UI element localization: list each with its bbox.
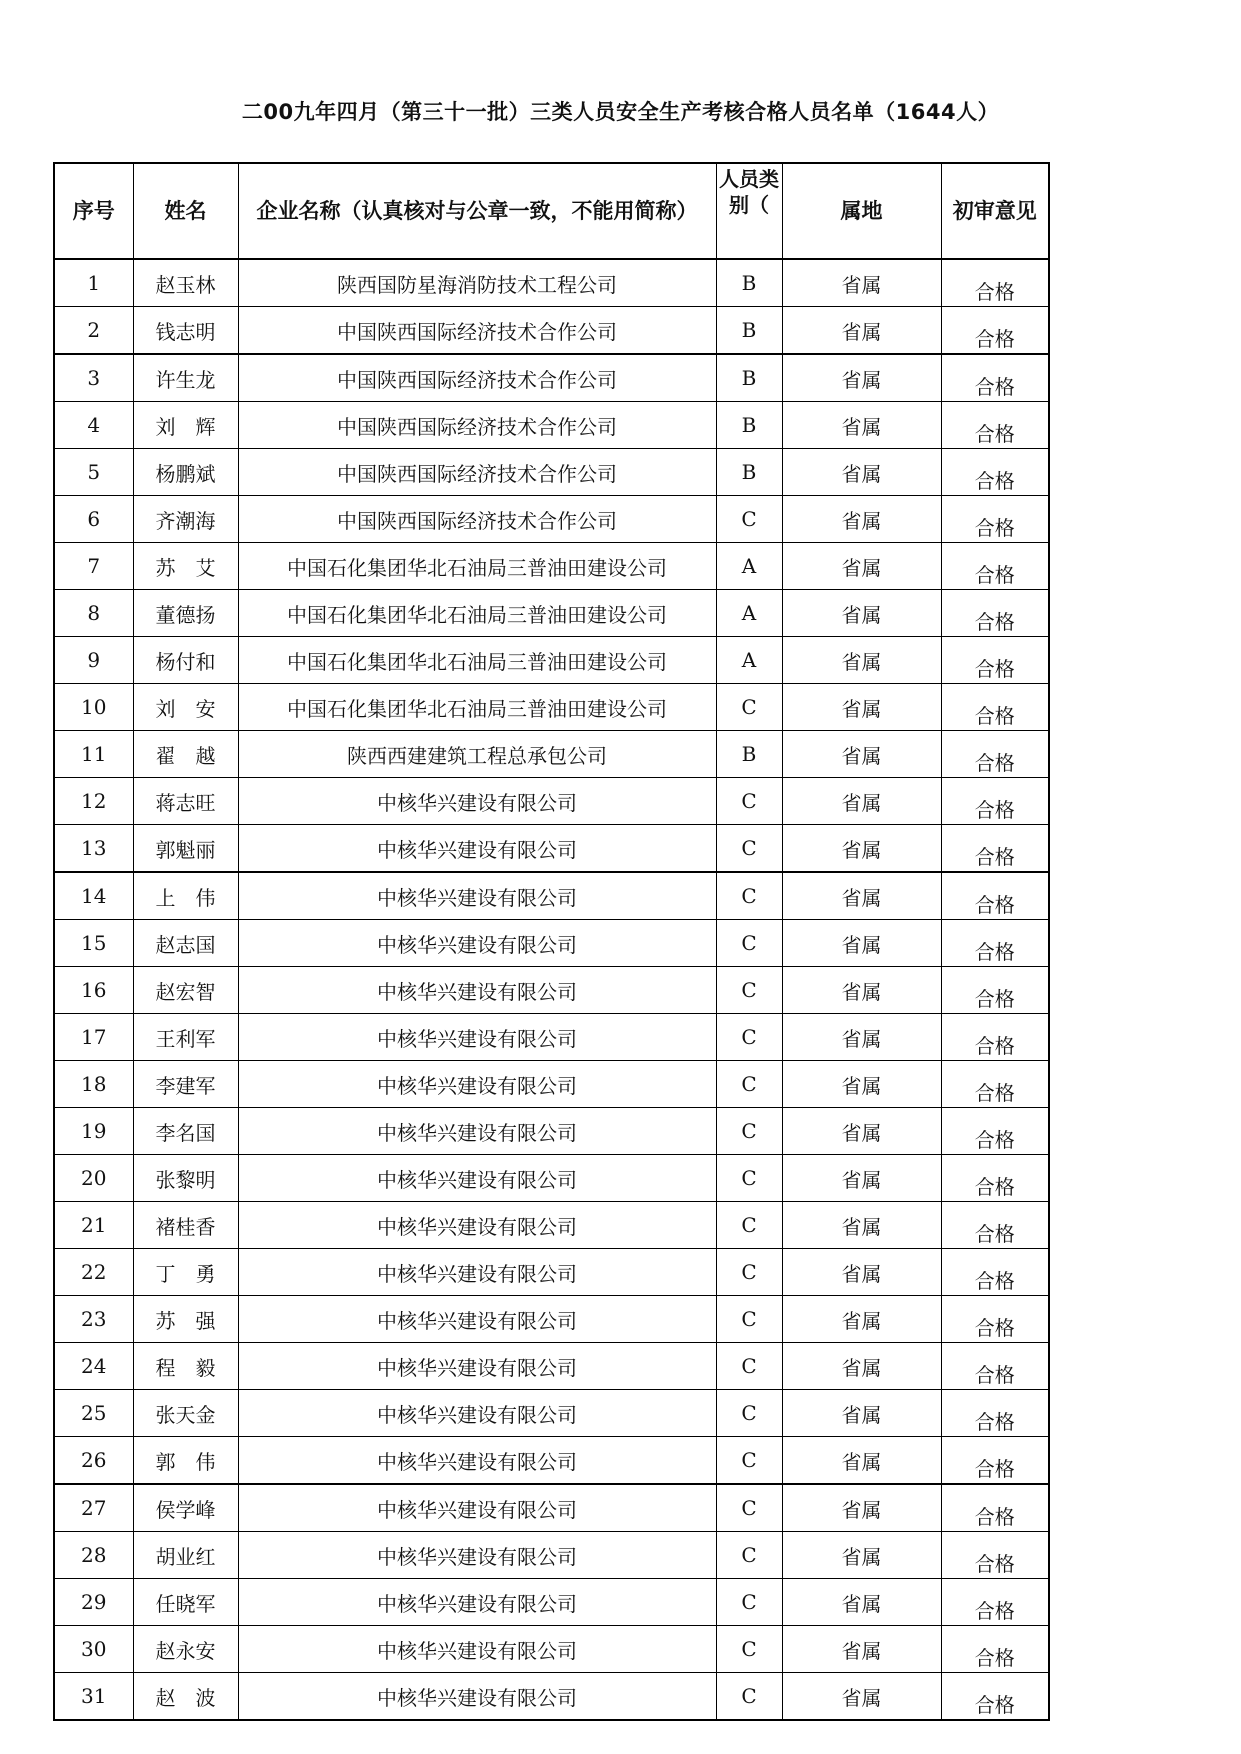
row-name: 刘 安 (133, 684, 238, 731)
row-location: 省属 (782, 354, 941, 402)
table-header-row (54, 163, 1049, 259)
row-opinion: 合格 (941, 1249, 1049, 1296)
row-location: 省属 (782, 1296, 941, 1343)
row-location: 省属 (782, 1061, 941, 1108)
row-seq: 22 (54, 1249, 133, 1296)
row-opinion: 合格 (941, 1155, 1049, 1202)
header-category-label: 人员类别（ (719, 167, 779, 217)
row-category: C (716, 872, 782, 920)
row-company: 中核华兴建设有限公司 (238, 778, 716, 825)
row-category: B (716, 307, 782, 355)
row-category: C (716, 1061, 782, 1108)
row-category: C (716, 1155, 782, 1202)
table-row (54, 920, 1049, 967)
row-opinion: 合格 (941, 872, 1049, 920)
row-name: 丁 勇 (133, 1249, 238, 1296)
row-company: 中国石化集团华北石油局三普油田建设公司 (238, 543, 716, 590)
row-category: C (716, 1437, 782, 1485)
row-name: 王利军 (133, 1014, 238, 1061)
row-company: 中核华兴建设有限公司 (238, 1061, 716, 1108)
row-opinion: 合格 (941, 1673, 1049, 1721)
table-row (54, 496, 1049, 543)
row-location: 省属 (782, 1484, 941, 1532)
row-seq: 5 (54, 449, 133, 496)
row-company: 中核华兴建设有限公司 (238, 967, 716, 1014)
row-opinion: 合格 (941, 1202, 1049, 1249)
row-company: 中核华兴建设有限公司 (238, 1626, 716, 1673)
row-seq: 24 (54, 1343, 133, 1390)
row-location: 省属 (782, 496, 941, 543)
row-opinion: 合格 (941, 1437, 1049, 1485)
row-location: 省属 (782, 259, 941, 307)
row-company: 中核华兴建设有限公司 (238, 1249, 716, 1296)
row-company: 中国陕西国际经济技术合作公司 (238, 354, 716, 402)
row-location: 省属 (782, 778, 941, 825)
row-opinion: 合格 (941, 920, 1049, 967)
table-row (54, 1343, 1049, 1390)
row-category: C (716, 1343, 782, 1390)
row-category: C (716, 1202, 782, 1249)
row-seq: 26 (54, 1437, 133, 1485)
row-location: 省属 (782, 920, 941, 967)
row-location: 省属 (782, 1673, 941, 1721)
row-location: 省属 (782, 1014, 941, 1061)
row-company: 中核华兴建设有限公司 (238, 1484, 716, 1532)
row-company: 中国陕西国际经济技术合作公司 (238, 496, 716, 543)
row-location: 省属 (782, 1343, 941, 1390)
row-location: 省属 (782, 543, 941, 590)
table-row (54, 543, 1049, 590)
row-location: 省属 (782, 872, 941, 920)
row-seq: 9 (54, 637, 133, 684)
table-row (54, 1579, 1049, 1626)
table-row (54, 402, 1049, 449)
row-company: 中核华兴建设有限公司 (238, 1014, 716, 1061)
row-category: C (716, 825, 782, 873)
table-row (54, 872, 1049, 920)
table-row (54, 1390, 1049, 1437)
row-company: 中核华兴建设有限公司 (238, 1296, 716, 1343)
row-company: 中核华兴建设有限公司 (238, 920, 716, 967)
row-opinion: 合格 (941, 449, 1049, 496)
row-category: C (716, 1673, 782, 1721)
row-location: 省属 (782, 731, 941, 778)
row-seq: 17 (54, 1014, 133, 1061)
row-location: 省属 (782, 1437, 941, 1485)
row-name: 任晓军 (133, 1579, 238, 1626)
row-category: A (716, 637, 782, 684)
row-company: 中国陕西国际经济技术合作公司 (238, 402, 716, 449)
row-company: 中核华兴建设有限公司 (238, 1390, 716, 1437)
table-row (54, 1014, 1049, 1061)
row-opinion: 合格 (941, 1532, 1049, 1579)
row-company: 中国石化集团华北石油局三普油田建设公司 (238, 590, 716, 637)
row-category: C (716, 1532, 782, 1579)
row-company: 中核华兴建设有限公司 (238, 1108, 716, 1155)
header-name: 姓名 (133, 163, 238, 259)
row-name: 张黎明 (133, 1155, 238, 1202)
row-category: B (716, 731, 782, 778)
row-seq: 2 (54, 307, 133, 355)
table-row (54, 825, 1049, 873)
row-seq: 23 (54, 1296, 133, 1343)
row-name: 钱志明 (133, 307, 238, 355)
row-seq: 10 (54, 684, 133, 731)
row-company: 中国陕西国际经济技术合作公司 (238, 449, 716, 496)
table-row (54, 259, 1049, 307)
table-row (54, 1061, 1049, 1108)
row-name: 侯学峰 (133, 1484, 238, 1532)
row-seq: 12 (54, 778, 133, 825)
row-category: C (716, 778, 782, 825)
row-company: 中国石化集团华北石油局三普油田建设公司 (238, 684, 716, 731)
row-opinion: 合格 (941, 731, 1049, 778)
header-category (716, 163, 782, 259)
row-name: 赵志国 (133, 920, 238, 967)
table-row (54, 778, 1049, 825)
row-name: 董德扬 (133, 590, 238, 637)
row-opinion: 合格 (941, 825, 1049, 873)
row-opinion: 合格 (941, 637, 1049, 684)
table-row (54, 684, 1049, 731)
row-seq: 30 (54, 1626, 133, 1673)
row-category: C (716, 1579, 782, 1626)
row-category: A (716, 543, 782, 590)
table-row (54, 1155, 1049, 1202)
row-category: A (716, 590, 782, 637)
row-location: 省属 (782, 1579, 941, 1626)
row-company: 中核华兴建设有限公司 (238, 1532, 716, 1579)
row-location: 省属 (782, 1108, 941, 1155)
row-category: C (716, 684, 782, 731)
row-category: C (716, 920, 782, 967)
row-name: 齐潮海 (133, 496, 238, 543)
row-location: 省属 (782, 967, 941, 1014)
row-seq: 21 (54, 1202, 133, 1249)
row-category: C (716, 967, 782, 1014)
row-name: 杨鹏斌 (133, 449, 238, 496)
row-opinion: 合格 (941, 1108, 1049, 1155)
row-company: 陕西国防星海消防技术工程公司 (238, 259, 716, 307)
row-location: 省属 (782, 1390, 941, 1437)
row-category: C (716, 1108, 782, 1155)
row-opinion: 合格 (941, 590, 1049, 637)
row-location: 省属 (782, 1532, 941, 1579)
row-company: 中国石化集团华北石油局三普油田建设公司 (238, 637, 716, 684)
row-name: 刘 辉 (133, 402, 238, 449)
row-name: 李建军 (133, 1061, 238, 1108)
row-company: 中核华兴建设有限公司 (238, 1673, 716, 1721)
row-location: 省属 (782, 402, 941, 449)
row-name: 张天金 (133, 1390, 238, 1437)
row-name: 褚桂香 (133, 1202, 238, 1249)
row-seq: 18 (54, 1061, 133, 1108)
row-name: 上 伟 (133, 872, 238, 920)
table-row (54, 1296, 1049, 1343)
row-opinion: 合格 (941, 354, 1049, 402)
row-opinion: 合格 (941, 496, 1049, 543)
row-company: 中核华兴建设有限公司 (238, 1202, 716, 1249)
table-body (54, 259, 1049, 1720)
row-opinion: 合格 (941, 259, 1049, 307)
row-category: C (716, 1296, 782, 1343)
row-seq: 15 (54, 920, 133, 967)
row-name: 许生龙 (133, 354, 238, 402)
table-row (54, 590, 1049, 637)
row-location: 省属 (782, 825, 941, 873)
row-location: 省属 (782, 1249, 941, 1296)
page-title: 二00九年四月（第三十一批）三类人员安全生产考核合格人员名单（1644人） (241, 100, 1000, 124)
row-location: 省属 (782, 1202, 941, 1249)
row-seq: 7 (54, 543, 133, 590)
row-company: 中核华兴建设有限公司 (238, 1437, 716, 1485)
row-name: 程 毅 (133, 1343, 238, 1390)
row-seq: 31 (54, 1673, 133, 1721)
row-company: 中核华兴建设有限公司 (238, 1155, 716, 1202)
row-opinion: 合格 (941, 543, 1049, 590)
row-category: B (716, 402, 782, 449)
header-opinion: 初审意见 (941, 163, 1049, 259)
row-opinion: 合格 (941, 684, 1049, 731)
row-opinion: 合格 (941, 1484, 1049, 1532)
row-opinion: 合格 (941, 307, 1049, 355)
personnel-table (53, 162, 1050, 1721)
row-name: 蒋志旺 (133, 778, 238, 825)
row-category: C (716, 1014, 782, 1061)
row-opinion: 合格 (941, 1343, 1049, 1390)
row-location: 省属 (782, 307, 941, 355)
row-name: 郭 伟 (133, 1437, 238, 1485)
row-location: 省属 (782, 590, 941, 637)
row-seq: 25 (54, 1390, 133, 1437)
table-row (54, 1626, 1049, 1673)
row-name: 郭魁丽 (133, 825, 238, 873)
row-company: 中核华兴建设有限公司 (238, 1579, 716, 1626)
row-name: 苏 艾 (133, 543, 238, 590)
row-seq: 16 (54, 967, 133, 1014)
row-name: 杨付和 (133, 637, 238, 684)
row-seq: 11 (54, 731, 133, 778)
row-opinion: 合格 (941, 1390, 1049, 1437)
row-opinion: 合格 (941, 778, 1049, 825)
row-company: 中国陕西国际经济技术合作公司 (238, 307, 716, 355)
row-name: 苏 强 (133, 1296, 238, 1343)
table-row (54, 1108, 1049, 1155)
row-seq: 20 (54, 1155, 133, 1202)
row-company: 中核华兴建设有限公司 (238, 825, 716, 873)
row-seq: 14 (54, 872, 133, 920)
table-row (54, 1249, 1049, 1296)
row-category: C (716, 1249, 782, 1296)
row-opinion: 合格 (941, 1296, 1049, 1343)
row-location: 省属 (782, 1626, 941, 1673)
row-name: 赵永安 (133, 1626, 238, 1673)
row-opinion: 合格 (941, 1061, 1049, 1108)
row-category: C (716, 1390, 782, 1437)
row-opinion: 合格 (941, 1626, 1049, 1673)
row-seq: 27 (54, 1484, 133, 1532)
row-opinion: 合格 (941, 1579, 1049, 1626)
row-category: C (716, 1626, 782, 1673)
table-row (54, 1202, 1049, 1249)
row-seq: 13 (54, 825, 133, 873)
row-location: 省属 (782, 449, 941, 496)
header-seq: 序号 (54, 163, 133, 259)
row-seq: 19 (54, 1108, 133, 1155)
row-category: B (716, 259, 782, 307)
row-seq: 28 (54, 1532, 133, 1579)
row-seq: 29 (54, 1579, 133, 1626)
row-category: C (716, 496, 782, 543)
table-row (54, 1437, 1049, 1485)
row-category: B (716, 449, 782, 496)
row-location: 省属 (782, 1155, 941, 1202)
row-seq: 4 (54, 402, 133, 449)
header-company: 企业名称（认真核对与公章一致，不能用简称） (238, 163, 716, 259)
row-category: B (716, 354, 782, 402)
header-location: 属地 (782, 163, 941, 259)
row-company: 中核华兴建设有限公司 (238, 1343, 716, 1390)
table-row (54, 1532, 1049, 1579)
row-company: 中核华兴建设有限公司 (238, 872, 716, 920)
row-seq: 3 (54, 354, 133, 402)
table-row (54, 449, 1049, 496)
row-name: 赵 波 (133, 1673, 238, 1721)
row-seq: 6 (54, 496, 133, 543)
table-row (54, 354, 1049, 402)
row-opinion: 合格 (941, 1014, 1049, 1061)
row-seq: 8 (54, 590, 133, 637)
row-opinion: 合格 (941, 402, 1049, 449)
row-company: 陕西西建建筑工程总承包公司 (238, 731, 716, 778)
row-name: 李名国 (133, 1108, 238, 1155)
table-row (54, 731, 1049, 778)
row-name: 翟 越 (133, 731, 238, 778)
row-name: 赵玉林 (133, 259, 238, 307)
row-name: 赵宏智 (133, 967, 238, 1014)
table-row (54, 307, 1049, 355)
table-row (54, 1673, 1049, 1721)
row-location: 省属 (782, 637, 941, 684)
row-name: 胡业红 (133, 1532, 238, 1579)
table-row (54, 1484, 1049, 1532)
table-row (54, 637, 1049, 684)
table-row (54, 967, 1049, 1014)
row-category: C (716, 1484, 782, 1532)
row-opinion: 合格 (941, 967, 1049, 1014)
row-location: 省属 (782, 684, 941, 731)
row-seq: 1 (54, 259, 133, 307)
